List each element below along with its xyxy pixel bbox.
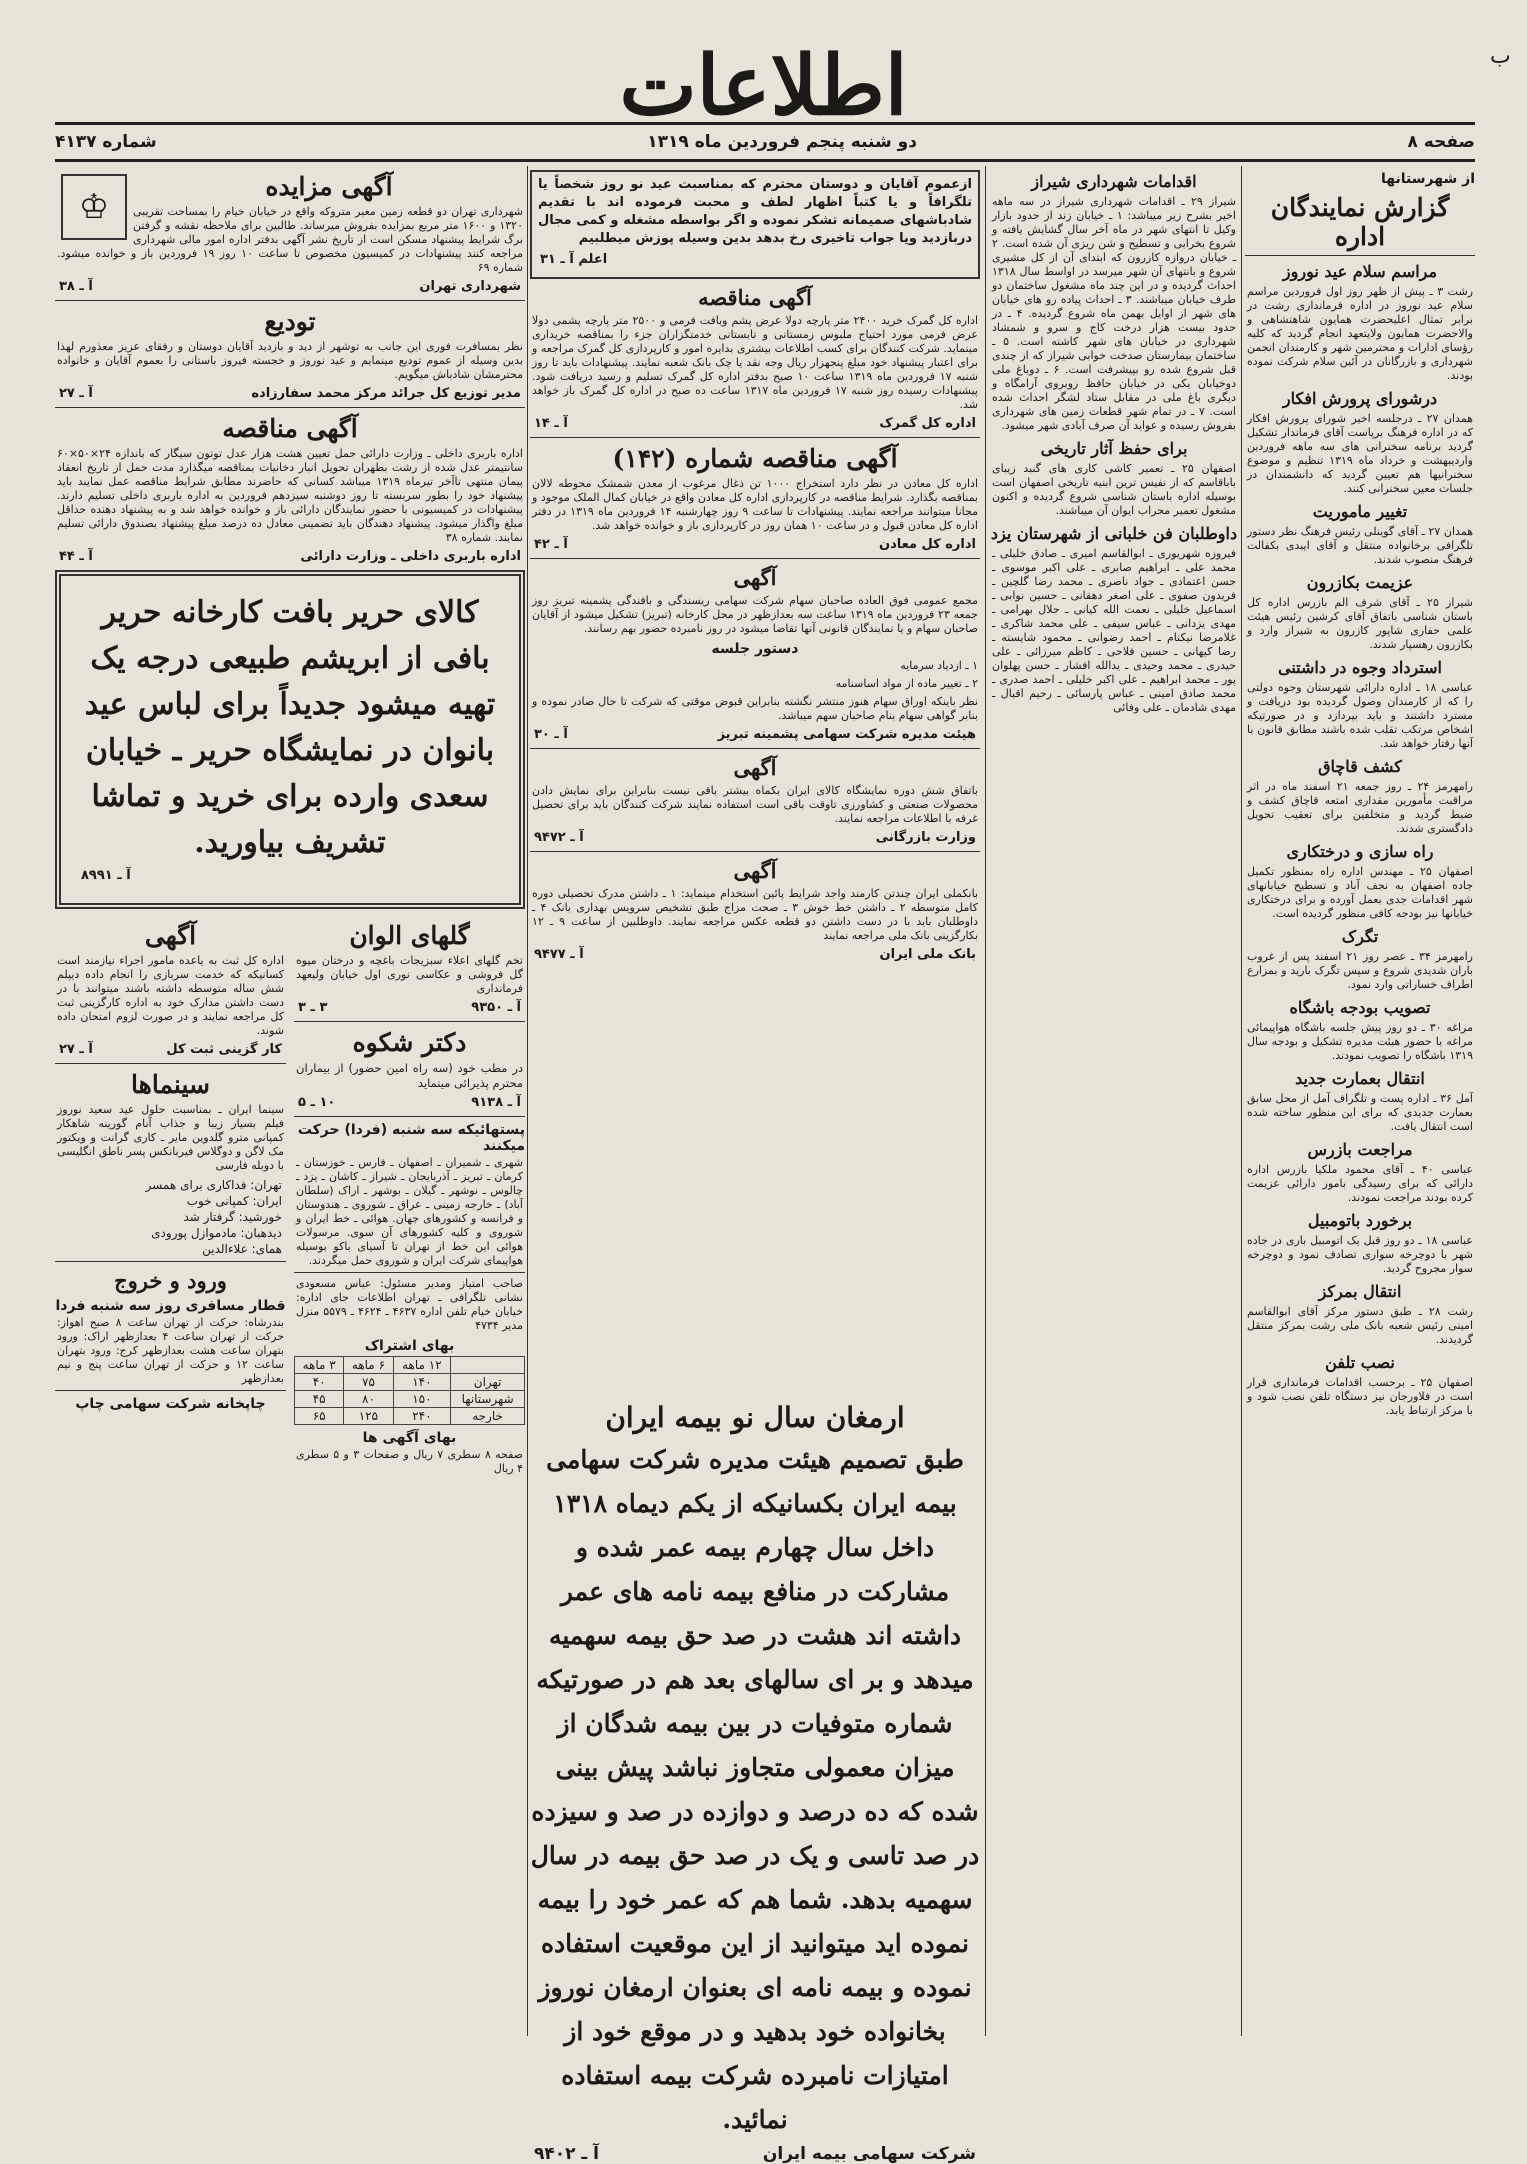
shareholders-notice-code: آ ـ ۳۰ — [534, 727, 568, 742]
mail-body: شهری ـ شمیران ـ اصفهان ـ فارس ـ خوزستان ـ کرمان ـ تبریز ـ آذربایجان ـ شیراز ـ کاشان ـ یزد ـ چالوس ـ نوشهر ـ گیلان ـ بوشهر ـ اراک (سلطان آباد) ـ خارجه زمینی ـ عراق ـ شوروی ـ هندوستان و فرانسه و کشورهای جهان. هوائی ـ خط ایران و شوروی و کلیه کشورهای آن سوی. مرسولات هوائی این خط از تهران تا آسیای باکو بوسیله هواپیمای شرکت ایران و شوروی حمل میگردند. — [296, 1156, 523, 1267]
customs-tender-title: آگهی مناقصه — [698, 285, 812, 310]
news-headline: مراسم سلام عید نوروز — [1282, 262, 1438, 281]
section-label: از شهرستانها — [1381, 171, 1475, 187]
news-body: همدان ۲۷ ـ آقای گوینلی رئیس فرهنگ نظر دستور تلگرافی برخانواده منتقل و آقای ایبدی بکفالت فرهنگ منصوب شدند. — [1247, 525, 1473, 566]
mines-tender-signer: اداره کل معادن — [879, 537, 976, 552]
emblem-icon: ♔ — [61, 174, 127, 240]
column-rule — [985, 166, 986, 2036]
list-item: تهران: فداکاری برای همسر — [145, 1178, 282, 1192]
news-body: رامهرمز ۲۴ ـ روز جمعه ۲۱ اسفند ماه در اثر مراقبت مأمورین مقداری امتعه قاچاق کشف و ضبط گردید و متخلفین برای تعقیب تحویل دادگستری شدند. — [1247, 780, 1473, 835]
news-body: اصفهان ۲۵ ـ مهندس اداره راه بمنظور تکمیل جاده اصفهان به نجف آباد و تسطیح خیابانهای شهر اقدامات جدی بعمل آورده و برای درختکاری خیابانها نیز بودجه کافی منظور گردیده است. — [1247, 865, 1473, 920]
shiraz-column — [990, 166, 1238, 2046]
ad-prices-body: صفحه ۸ سطری ۷ ریال و صفحات ۳ و ۵ سطری ۴ ریال — [296, 1448, 524, 1475]
registry-ad-body: اداره کل ثبت به یاعده مامور اجراء نیازمند است کسانیکه که خدمت سربازی را انجام داده دیپلم شش ساله متوسطه داشته باشند میتوانند با در دست داشتن مدارک خود به اداره کارگزینی ثبت کل مراجعه نمایند و در صورت لزوم امتحان داده شوند. — [57, 954, 284, 1037]
news-body: عباسی ۱۸ ـ اداره دارائی شهرستان وجوه دولتی را که از کارمندان وصول گردیده بود دریافت و مسترد داشتند و باید بپردازد و در صورتیکه اشخاص مرتکب تقلب شده باشند مطابق قانون با آنها رفتار خواهد شد. — [1247, 681, 1473, 750]
news-headline: کشف قاچاق — [1318, 757, 1402, 776]
news-body: فیروزه شهریوری ـ ابوالقاسم امیری ـ صادق خلیلی ـ محمد علی ـ ابراهیم صابری ـ علی اکبر موسوی ـ حسن اعتمادی ـ جواد ناصری ـ محمد رضا گلچین ـ فریدون صفوی ـ علی اصغر دهقانی ـ حسین نوابی ـ اسماعیل خلیلی ـ نعمت الله کیانی ـ جلال بهرامی ـ مهدی یزدانی ـ عباس سیفی ـ علی محمد شاکری ـ غلامرضا نیکنام ـ احمد رضوانی ـ محمود شایسته ـ رضا کیهانی ـ حسین فلاحی ـ کاظم میرزائی ـ علی حیدری ـ محمد وحیدی ـ یدالله افشار ـ حسن پهلوان پور ـ محمد ابراهیم ـ علی اکبر خلیلی ـ احمد صدری ـ محمد صادق امینی ـ عباس پارسائی ـ رحیم اقبال ـ مهدی شادمان ـ علی وفائی — [992, 547, 1236, 714]
dateline — [55, 122, 1475, 162]
flowers-ad-count: ۳ ـ ۳ — [298, 1000, 328, 1015]
bank-notice-title: آگهی — [733, 858, 777, 883]
news-headline: استرداد وجوه در داشتنی — [1278, 658, 1442, 677]
doctor-ad-count: ۱۰ ـ ۵ — [298, 1095, 336, 1110]
news-headline: انتقال بعمارت جدید — [1295, 1069, 1425, 1088]
news-headline: راه سازی و درختکاری — [1286, 842, 1434, 861]
table-row: تهران ۱۴۰ ۷۵ ۴۰ — [295, 1374, 525, 1391]
farewell-body: نظر بمسافرت فوری این جانب به توشهر از دید و بازدید آقایان دوستان و رفقای عزیز معذورم لهذا بدین وسیله از عموم تودیع مینمایم و عید نوروز و خجسته فیروز باستانی را بعموم آقایان و خانواده محترمشان شادباش میگویم. — [57, 340, 523, 381]
news-headline: برخورد باتومبیل — [1307, 1211, 1413, 1230]
tobacco-tender-code: آ ـ ۴۴ — [59, 549, 93, 564]
subscription-table — [294, 1356, 525, 1425]
transport-title: ورود و خروج — [114, 1268, 227, 1293]
registry-ad-title: آگهی — [144, 921, 197, 950]
exhibition-notice-signer: وزارت بازرگانی — [875, 830, 976, 845]
tobacco-tender-title: آگهی مناقصه — [222, 414, 358, 443]
news-headline: برای حفظ آثار تاریخی — [1040, 439, 1188, 458]
news-headline: داوطلبان فن خلبانی از شهرستان یزد — [990, 524, 1238, 543]
mines-tender-body: اداره کل معادن در نظر دارد استخراج ۱۰۰۰ تن ذغال مرغوب از معدن شمشک محوطه لالان بمناقصه بگذارد. شرایط مناقصه در کارپردازی اداره کل معادن واقع در خیابان کمال الملک موجود و مجانا میتوانند مراجعه نمایند. پیشنهادات تا ساعت ۹ روز چهارشنبه ۱۴ فروردین ماه ۱۳۱۹ در دفتر اداره کل معادن قبول و در ساعت ۱۰ همان روز در کارپردازی باز و خوانده خواهد شد. — [532, 477, 979, 532]
doctor-ad-body: در مطب خود (سه راه امین حضور) از بیماران محترم پذیرائی مینماید — [296, 1061, 523, 1090]
cinema-body: سینما ایران ـ بمناسبت حلول عید سعید نوروز فیلم بسیار زیبا و جذاب آنام گورینه شاهکار کمپانی مترو گلدوین مایر ـ کاری گرانت و ویکتور مک لاگن و دوگلاس فیربانکس پسر ناطق انگلیسی با دوبله فارسی — [57, 1103, 284, 1172]
flowers-ad-body: تخم گلهای اعلاء سبزیجات باغچه و درختان میوه گل فروشی و عکاسی نوری اول خیابان ولیعهد فرمانداری — [296, 954, 523, 995]
exhibition-notice-body: باتفاق شش دوره نمایشگاه کالای ایران بکماه بیشتر باقی نیست بنابراین برای نمایش دادن محصولات صنعتی و کشاورزی تاوقت باقی است استفاده نمایند شرکت کنندگان باید برای تحصیل غرفه با اطلاعات مراجعه نمایند. — [532, 784, 978, 825]
greeting-notice — [530, 170, 980, 279]
doctor-ad-code: آ ـ ۹۱۳۸ — [471, 1095, 521, 1110]
list-item: خورشید: گرفتار شد — [183, 1210, 282, 1224]
news-body: مراغه ۳۰ ـ دو روز پیش جلسه باشگاه هواپیمائی مراغه با حضور هیئت مدیره تشکیل و بودجه سال ۱۳۱۹ باشگاه را تصویب نمودند. — [1247, 1021, 1473, 1062]
issue-date: دو شنبه پنجم فروردین ماه ۱۳۱۹ — [647, 132, 917, 152]
exhibition-notice-code: آ ـ ۹۴۷۲ — [534, 830, 584, 845]
news-body: اصفهان ۲۵ ـ برحسب اقدامات فرمانداری قرار است در فلاورجان نیز دستگاه تلفن نصب شود و با مرکز ارتباط یابد. — [1247, 1376, 1473, 1417]
customs-tender-body: اداره کل گمرک خرید ۲۴۰۰ متر پارچه دولا عرض پشم وبافت فرمی و ۲۵۰۰ متر پارچه پشمی دولا عرض فرمی مورد احتیاج ملبوس زمستانی و تابستانی خدمتگزاران جزء را بمناقصه خریداری مینماید. شرکت کنندگان برای کسب اطلاعات بیشتری بدایره امور و کارپردازی کل گمرک مراجعه و برای اعتبار پیشنهاد خود مبلغ پنجهزار ریال وجه نقد یا چک بانک شعبه نمایند. پیشنهادات باید تا روز شنبه ۱۷ فروردین ماه ۱۳۱۹ ساعت ۱۰ صبح بدفتر اداره کل گمرک تسلیم و رسید دریافت شود. پیشنهادات رسیده روز شنبه ۱۷ فروردین ماه ۱۳۱۷ ساعت ده صبح در اداره کل گمرک باز خواهد شد. — [532, 314, 979, 411]
divider — [1245, 255, 1475, 256]
farewell-signer: مدیر توزیع کل جرائد مرکز محمد سفارزاده — [251, 386, 521, 401]
news-body: شیراز ۲۵ ـ آقای شرف الم بازرس اداره کل باستان شناسی باتفاق آقای کرشین رئیس هیئت علمی حفاری شاپور کازرون به شیراز وارد و بکازرون رهسپار شدند. — [1247, 596, 1473, 651]
agenda-item: ۱ ـ ازدیاد سرمایه — [900, 659, 978, 672]
auction-code: آ ـ ۳۸ — [59, 279, 93, 294]
list-item: دیدهبان: مادموازل پورودی — [151, 1226, 282, 1240]
insurance-ad-code: آ ـ ۹۴۰۲ — [534, 2144, 599, 2164]
page-number: صفحه ۸ — [1407, 132, 1475, 152]
insurance-ad-signer: شرکت سهامی بیمه ایران — [762, 2144, 976, 2164]
auction-body: شهرداری تهران دو قطعه زمین معبر متروکه واقع در خیابان خیام را بمساحت تقریبی ۱۳۲۰ و ۱۶۰۰ متر مربع بمزایده بفروش میرساند. طالبین برای ملاحظه نقشه و گرفتن برگ شرایط پیشنهاد مسکن است از تاریخ نشر آگهی بدفتر اداره امور مالی شهرداری مراجعه کنند پیشنهادات در کمیسیون مخصوص تا ساعت ۱۰ روز ۱۹ فروردین باز و خوانده میشود. شماره ۶۹ — [57, 205, 523, 274]
news-body: رشت ۳ ـ پیش از ظهر روز اول فروردین مراسم سلام عید نوروز در اداره فرمانداری رشت در برابر تمثال اعلیحضرت همایون شاهنشاهی و والاحضرت همایون ولایتعهد انجام گردید که کلیه رؤسای ادارات و محترمین شهر و کارمندان انجمن شهرداری و بازرگانان در آئین سلام شرکت نموده بودند. — [1247, 285, 1474, 382]
exhibition-notice-title: آگهی — [733, 755, 777, 780]
list-item: ایران: کمپانی خوب — [186, 1194, 282, 1208]
cinema-title: سینماها — [131, 1070, 210, 1099]
ads-column — [55, 166, 525, 2046]
news-headline: مراجعت بازرس — [1307, 1140, 1413, 1159]
farewell-title: تودیع — [264, 307, 316, 336]
customs-tender-code: آ ـ ۱۴ — [534, 416, 568, 431]
news-body: رامهرمز ۳۴ ـ عصر روز ۲۱ اسفند پس از غروب باران شدیدی شروع و سپس تگرک بارید و بمزارع اطراف خساراتی وارد نمود. — [1247, 950, 1473, 991]
news-body: عباسی ۱۸ ـ دو روز قبل یک اتومبیل باری در جاده شهر با دوچرخه سواری تصادف نمود و دوچرخه سوار مجروح گردید. — [1247, 1234, 1473, 1275]
news-headline: اقدامات شهرداری شیراز — [1031, 172, 1197, 191]
news-headline: تصویب بودجه باشگاه — [1289, 998, 1431, 1017]
mail-title: پستهائیکه سه شنبه (فردا) حرکت میکنند — [297, 1122, 525, 1154]
cinema-list — [55, 1177, 286, 1257]
tobacco-tender-body: اداره باربری داخلی ـ وزارت دارائی حمل تعیین هشت هزار عدل توتون سیگار که باندازه ۲۴×۵۰×۶۰ سانتیمتر عدل شده از رشت بطهران تحویل انبار دخانیات بمناقصه میگذارد مدت حمل از تاریخ انعقاد پیمان منتهی تاآخر تیرماه ۱۳۱۹ میباشد کسانی که حاضرند مطابق شرایط مناقصه عمل نمایند باید پیشنهاد خود را بطور سربسته تا روز دوشنبه سیزدهم فروردین به اداره باربری داخلی تسلیم دارند. پیشنهادات در کمیسیونی با حضور نمایندگان دارائی باز و خوانده خواهد شد و به پیشنهاد دهنده حداقل مبلغ واگذار میشود. پیشنهاد دهندگان باید تضمینی معادل ده درصد مبلغ پیشنهاد بصندوق دارائی تسلیم نمایند. شماره ۳۸ — [57, 447, 523, 544]
masthead-title: اطلاعات — [619, 38, 908, 134]
news-body: عباسی ۴۰ ـ آقای محمود ملکیا بازرس اداره دارائی که برای رسیدگی بامور دارائی عزیمت کرده بودند مراجعت نمودند. — [1247, 1163, 1473, 1204]
auction-notice — [55, 172, 525, 294]
news-body: همدان ۲۷ ـ درجلسه اخیر شورای پرورش افکار که در اداره فرهنگ برپاست آقای فرماندار تشکیل گردید برنامه سخنرانی های سه ماهه فروردین واردیبهشت و خرداد ماه ۱۳۱۹ تنظیم و موضوع سخنرانیها هم تعیین گردید که دانشمندان در جلسات معین سخنرانی کنند. — [1247, 412, 1473, 495]
auction-signer: شهرداری تهران — [419, 279, 521, 294]
transport-body: بندرشاه: حرکت از تهران ساعت ۸ صبح اهواز: حرکت از تهران ساعت ۴ بعدازظهر اراک: ورود بتهران ساعت هشت بعدازظهر کرج: ورود بتهران ساعت ۱۲ و حرکت از تهران ساعت پنج و نیم بعدازظهر — [57, 1316, 284, 1385]
silk-ad — [55, 570, 525, 909]
greeting-text: ازعموم آقایان و دوستان محترم که بمناسبت عید نو روز شخصاً یا تلگرافاً و یا کتباً اظهار لطف و محبت فرموده اند با تقدیم شادباشهای صمیمانه تشکر نموده و اگر بواسطه مشغله و کمی مجال دربازدید ویا جواب تاخیری رخ بدهد بدین وسیله پوزش میطلبیم — [538, 177, 972, 246]
news-body: اصفهان ۲۵ ـ تعمیر کاشی کاری های گنبد زیبای باباقاسم که از نفیس ترین ابنیه تاریخی اصفهان است بوسیله اداره باستان شناسی شروع گردیده و اکنون مشغول تعمیر محراب ایوان آن میباشند. — [992, 462, 1236, 517]
ad-subcolumn-right — [294, 915, 525, 1480]
registry-ad-signer: کار گزینی ثبت کل — [166, 1042, 282, 1057]
news-body: شیراز ۲۹ ـ اقدامات شهرداری شیراز در سه ماهه اخیر بشرح زیر میباشد: ۱ ـ خیابان زند از حدود بازار وکیل تا انتهای شهر در ماه آخر سال گشایش یافته و شروع بخرابی و تسطیح و شن ریزی آن شده است. ۲ ـ خیابان دروازه کازرون که ابتدای آن از کل مشیری شروع و بانتهای آن شهر میرسد در اواسط سال ۱۳۱۸ احداث گردیده و در این چند ماه مشغول ساختمان دو طرف خیابان میباشند. ۳ ـ احداث پیاده رو های خیابان های شهر از اوایل بهمن ماه شروع گردیده. ۴ ـ در حدود بیست هزار درخت کاج و سرو و شمشاد شهرداری در خیابان های شهر کاشته است. ۵ ـ ساختمان بیمارستان صدخت خوابی شیراز که از چندی قبل شروع شده رو بپیشرفت است. ۶ ـ دوباغ ملی دوخیابان یکی در خیابان حافظ روبروی آرامگاه و دیگری باغ ملی در مقابل ستاد لشگر احداث شده است. ۷ ـ در تمام شهر قطعات زمین های شهرداری بفروش رسیده و عواید آن صرف آبادی شهر میشود. — [992, 195, 1236, 432]
column-rule — [1241, 166, 1242, 2036]
news-headline: تغییر ماموریت — [1312, 502, 1408, 521]
flowers-ad-code: آ ـ ۹۳۵۰ — [471, 1000, 521, 1015]
shareholders-notice-title: آگهی — [733, 565, 777, 590]
table-row: ۱۲ ماهه ۶ ماهه ۳ ماهه — [295, 1357, 525, 1374]
list-item: همای: علاءالدین — [202, 1242, 282, 1256]
corner-mark: ب — [1490, 44, 1511, 69]
agenda-item: ۲ ـ تغییر ماده از مواد اساسنامه — [835, 677, 978, 690]
news-body: رشت ۲۸ ـ طبق دستور مرکز آقای ابوالقاسم امینی رئیس شعبه بانک ملی رشت بمرکز منتقل گردیدند. — [1247, 1305, 1473, 1346]
news-body: آمل ۳۶ ـ اداره پست و تلگراف آمل از محل سابق بعمارت جدیدی که برای این منظور ساخته شده است انتقال یافت. — [1247, 1092, 1473, 1133]
news-items — [1245, 262, 1475, 1418]
shareholders-notice-signer: هیئت مدیره شرکت سهامی پشمینه تبریز — [717, 727, 976, 742]
customs-tender-signer: اداره کل گمرک — [879, 416, 976, 431]
agenda-title: دستور جلسه — [711, 641, 799, 657]
ad-prices-title: بهای آگهی ها — [362, 1430, 457, 1446]
insurance-ad-body: طبق تصمیم هیئت مدیره شرکت سهامی بیمه ایران بکسانیکه از یکم دیماه ۱۳۱۸ داخل سال چهارم بیمه عمر شده و مشارکت در منافع بیمه نامه های عمر داشته اند هشت در صد حق بیمه سهمیه میدهد و بر ای سالهای بعد هم در صورتیکه شماره متوفیات در بین بیمه شدگان از میزان معمولی متجاوز نباشد پیش بینی شده که ده درصد و دوازده در صد و سیزده در صد تاسی و یک در صد حق بیمه در سال سهمیه بدهد. شما هم که عمر خود را بیمه نموده اید میتوانید از این موقعیت استفاده نموده و بیمه نامه ای بعنوان ارمغان نوروز بخانواده خود بدهید و در موقع خود از امتیازات نامبرده شرکت بیمه استفاده نمائید. — [530, 1445, 980, 2134]
shareholders-notice-body: مجمع عمومی فوق العاده صاحبان سهام شرکت سهامی ریسندگی و بافندگی پشمینه تبریز روز جمعه ۲۳ فروردین ماه ۱۳۱۹ ساعت سه بعدازظهر در محل کارخانه (تبریز) تشکیل میشود از آقایان صاحبان سهام و یا نمایندگان قانونی آنها تقاضا میشود در روز نامبرده حضور بهم رسانند. — [532, 594, 978, 635]
tobacco-tender-signer: اداره باربری داخلی ـ وزارت دارائی — [300, 549, 521, 564]
transport-subtitle: قطار مسافری روز سه شنبه فردا — [55, 1298, 286, 1314]
farewell-code: آ ـ ۲۷ — [59, 386, 93, 401]
doctor-ad-title: دکتر شکوه — [352, 1028, 467, 1057]
auction-title: آگهی مزایده — [265, 172, 393, 201]
subscription-title: بهای اشتراک — [364, 1338, 455, 1354]
news-headline: نصب تلفن — [1325, 1353, 1395, 1372]
registry-ad-code: آ ـ ۲۷ — [59, 1042, 93, 1057]
news-headline: عزیمت بکازرون — [1306, 573, 1414, 592]
mines-tender-code: آ ـ ۴۲ — [534, 537, 568, 552]
printer-name: چاپخانه شرکت سهامی چاپ — [75, 1396, 266, 1412]
ad-subcolumn-left — [55, 915, 286, 1480]
insurance-ad — [530, 1395, 980, 2164]
mines-tender-title: آگهی مناقصه شماره (۱۴۲) — [612, 444, 898, 473]
notices-column — [530, 166, 980, 1476]
table-row: شهرستانها ۱۵۰ ۸۰ ۴۵ — [295, 1391, 525, 1408]
shareholders-notice-body2: نظر باینکه اوراق سهام هنوز منتشر نگشته بنابراین قبوض موقتی که شرکت تا حال صادر نموده و بنابر گواهی سهام بنام صاحبان سهم میباشد. — [532, 695, 978, 722]
silk-ad-code: آ ـ ۸۹۹۱ — [81, 868, 131, 883]
news-headline: تگرک — [1341, 927, 1379, 946]
bank-notice-body: بانکملی ایران چندتن کارمند واجد شرایط پائین استخدام مینماید: ۱ ـ داشتن مدرک تحصیلی دوره کامل متوسطه ۲ ـ داشتن خط خوش ۳ ـ صحت مزاج طبق تشخیص سرویس بهداری بانک ۴ ـ داوطلبان باید با در دست داشتن دو قطعه عکس مراجعه نمایند. داوطلبین از ساعت ۹ ـ ۱۲ بکارگزینی بانک ملی مراجعه نمایند — [532, 887, 979, 942]
section-heading: گزارش نمایندگان اداره — [1270, 193, 1450, 251]
bank-notice-code: آ ـ ۹۴۷۷ — [534, 947, 584, 962]
news-headline: انتقال بمرکز — [1318, 1282, 1402, 1301]
flowers-ad-title: گلهای الوان — [349, 921, 470, 950]
table-row: خارجه ۲۴۰ ۱۲۵ ۶۵ — [295, 1408, 525, 1425]
provinces-column — [1245, 166, 1475, 2046]
insurance-ad-title: ارمغان سال نو بیمه ایران — [605, 1401, 905, 1434]
news-headline: درشورای پرورش افکار — [1282, 389, 1438, 408]
bank-notice-signer: بانک ملی ایران — [879, 947, 976, 962]
silk-ad-text: کالای حریر بافت کارخانه حریر بافی از ابریشم طبیعی درجه یک تهیه میشود جدیداً برای لباس عید بانوان در نمایشگاه حریر ـ خیابان سعدی وارده برای خرید و تماشا تشریف بیاورید. — [84, 595, 496, 860]
column-rule — [527, 166, 528, 2036]
news-items — [990, 172, 1238, 715]
publisher-info: صاحب امتیاز ومدیر مسئول: عباس مسعودی نشانی تلگرافی ـ تهران اطلاعات جای اداره: خیابان خیام تلفن اداره ۴۶۳۷ ـ ۴۶۲۴ ـ ۵۵۷۹ منزل مدیر ۴۷۳۴ — [296, 1277, 523, 1332]
greeting-signature: اعلم آ ـ ۳۱ — [540, 252, 608, 267]
issue-number: شماره ۴۱۳۷ — [55, 132, 157, 152]
